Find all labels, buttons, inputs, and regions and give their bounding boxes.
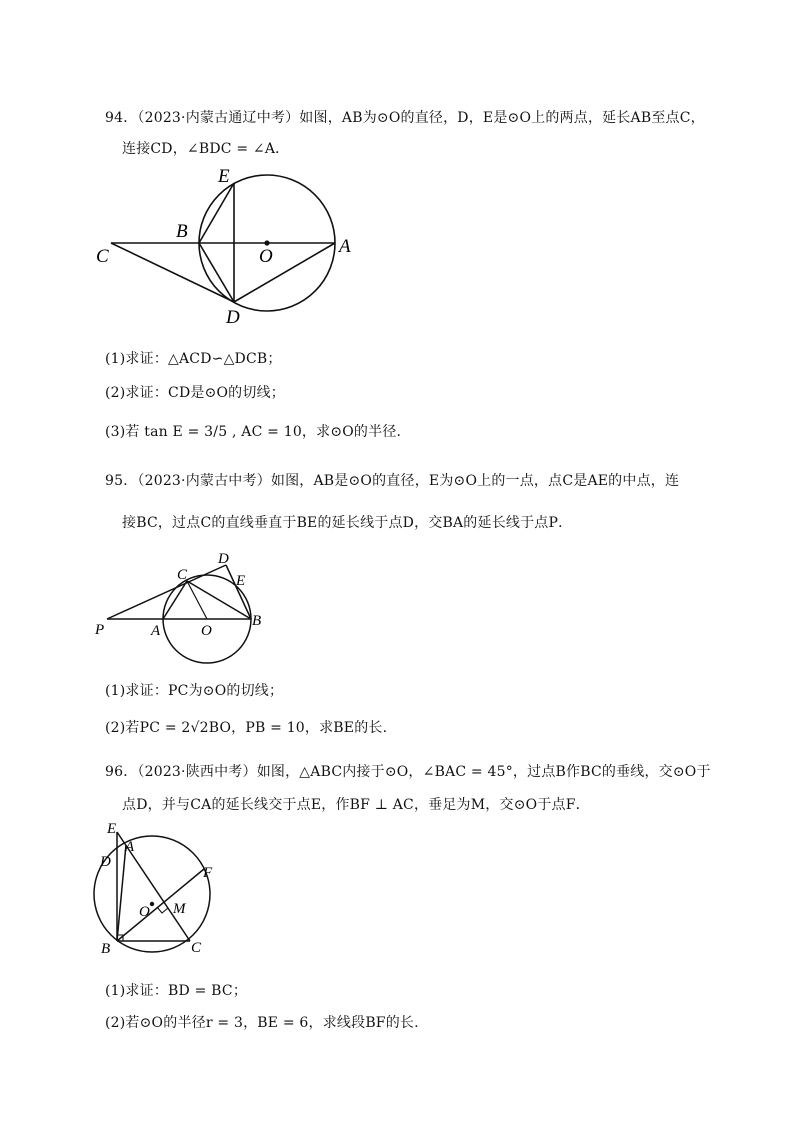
problem-94-question-3: (3)若 tan E = 3/5 , AC = 10，求⊙O的半径. [105,424,402,440]
label-c: C [177,567,188,583]
label-b: B [252,613,262,629]
problem-94-stem-line-1: 94．（2023·内蒙古通辽中考）如图，AB为⊙O的直径，D，E是⊙O上的两点，延长AB至点C， [105,110,705,126]
label-d: D [218,551,229,567]
label-o: O [139,904,150,920]
segment-ab [117,845,126,941]
label-e: E [218,166,230,187]
problem-96-stem-line-1: 96．（2023·陕西中考）如图，△ABC内接于⊙O，∠BAC = 45°，过点B作BC的垂线，交⊙O于 [105,764,711,780]
label-m: M [173,901,186,917]
problem-94-stem-line-2: 连接CD，∠BDC = ∠A． [122,141,290,157]
problem-95-stem-line-2: 接BC，过点C的直线垂直于BE的延长线于点D，交BA的延长线于点P． [122,515,573,531]
right-angle-mark-m [157,907,168,913]
label-c: C [96,246,109,267]
label-b: B [101,941,111,957]
label-e: E [107,821,117,837]
problem-95-stem-line-1: 95．（2023·内蒙古中考）如图，AB是⊙O的直径，E为⊙O上的一点，点C是AE的中点，连 [105,473,680,489]
figure-94 [90,160,370,330]
label-c: C [191,940,202,956]
label-b: B [176,221,188,242]
problem-96-question-2: (2)若⊙O的半径r = 3，BE = 6，求线段BF的长. [105,1015,419,1031]
problem-95-question-1: (1)求证：PC为⊙O的切线； [105,683,284,699]
label-o: O [201,623,212,639]
figure-96 [90,818,220,958]
label-p: P [95,622,105,638]
label-a: A [151,623,161,639]
label-d: D [226,307,240,328]
circle-o [94,836,210,952]
label-a: A [125,839,135,855]
problem-96-stem-line-2: 点D，并与CA的延长线交于点E，作BF ⊥ AC，垂足为M，交⊙O于点F． [122,797,590,813]
problem-94-question-2: (2)求证：CD是⊙O的切线； [105,385,285,401]
segment-bf [117,869,204,941]
center-dot [264,240,269,245]
segment-ad [234,243,335,302]
problem-94-question-1: (1)求证：△ACD∽△DCB； [105,351,282,367]
center-dot [150,902,154,906]
label-e: E [236,573,246,589]
segment-be [199,183,234,243]
label-a: A [339,236,351,257]
figure-95 [90,545,270,670]
problem-96-question-1: (1)求证：BD = BC； [105,983,248,999]
segment-pd [107,565,226,619]
segment-cd [111,243,234,302]
label-o: O [259,246,273,267]
label-d: D [100,854,111,870]
problem-95-question-2: (2)若PC = 2√2BO，PB = 10，求BE的长. [105,720,388,736]
label-f: F [203,865,213,881]
